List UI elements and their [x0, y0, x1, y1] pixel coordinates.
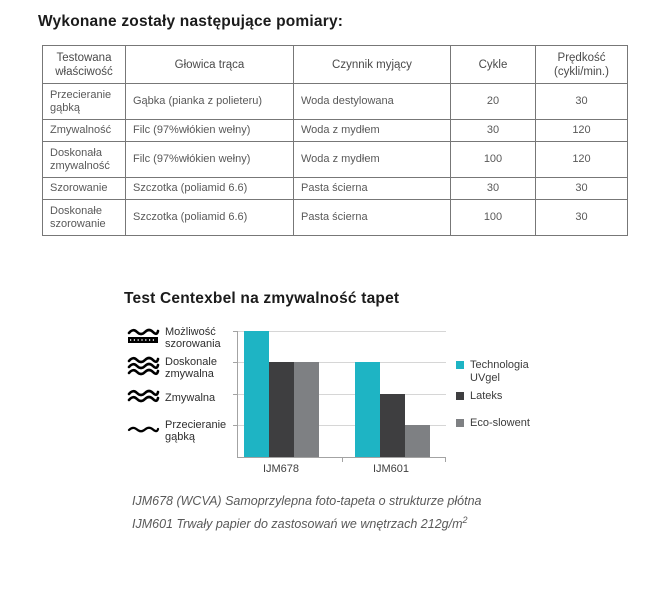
x-axis-label-ijm678: IJM678: [262, 463, 300, 475]
y-axis-tick: [233, 362, 238, 363]
bar-lateks-ijm678: [269, 362, 294, 457]
cell-speed: 120: [536, 142, 628, 178]
y-axis-label-text: Zmywalna: [165, 392, 216, 404]
cell-speed: 30: [536, 178, 628, 200]
x-axis-label-ijm601: IJM601: [372, 463, 410, 475]
legend-label: Eco-slowent: [470, 417, 530, 429]
cell-property: Przecieranie gąbką: [43, 84, 126, 120]
bar-uvgel-ijm601: [355, 362, 380, 457]
table-header-row: [43, 46, 628, 84]
y-axis-label-level1: [127, 419, 241, 443]
legend-swatch-ecosolvent-icon: [456, 419, 464, 427]
page-title: Wykonane zostały następujące pomiary:: [38, 13, 344, 30]
cell-head: Szczotka (poliamid 6.6): [126, 178, 294, 200]
cell-cycles: 30: [451, 120, 536, 142]
double-wave-icon: [127, 389, 160, 407]
cell-property: Szorowanie: [43, 178, 126, 200]
cell-agent: Pasta ścierna: [294, 200, 451, 236]
table-row: [43, 120, 628, 142]
y-axis-tick: [233, 394, 238, 395]
legend-label: Lateks: [470, 390, 503, 402]
cell-agent: Woda destylowana: [294, 84, 451, 120]
triple-wave-icon: [127, 356, 160, 380]
bar-lateks-ijm601: [380, 394, 405, 457]
cell-speed: 30: [536, 200, 628, 236]
legend-label: Technologia UVgel: [470, 359, 529, 384]
table-row: [43, 142, 628, 178]
y-axis-label-level3: [127, 356, 241, 380]
x-axis-tick: [342, 457, 343, 462]
cell-property: Doskonałe szorowanie: [43, 200, 126, 236]
legend-item-ecosolvent: [456, 417, 554, 430]
single-wave-icon: [127, 425, 160, 437]
legend-item-lateks: [456, 390, 554, 403]
y-axis-tick: [233, 331, 238, 332]
cell-cycles: 20: [451, 84, 536, 120]
cell-head: Filc (97%włókien wełny): [126, 142, 294, 178]
header-cell-property: Testowana właściwość: [43, 46, 126, 84]
x-axis-tick: [445, 457, 446, 462]
cell-agent: Woda z mydłem: [294, 120, 451, 142]
cell-cycles: 30: [451, 178, 536, 200]
cell-agent: Woda z mydłem: [294, 142, 451, 178]
y-axis-label-text: Możliwość szorowania: [165, 326, 221, 350]
cell-cycles: 100: [451, 200, 536, 236]
header-cell-agent: Czynnik myjący: [294, 46, 451, 84]
header-cell-cycles: Cykle: [451, 46, 536, 84]
chart-title: Test Centexbel na zmywalność tapet: [124, 290, 400, 307]
y-axis-tick: [233, 425, 238, 426]
chart-caption: [132, 492, 481, 534]
caption-line-2: IJM601 Trwały papier do zastosowań we wnętrzach $212g/m^2$: [132, 515, 468, 532]
bar-ecosolvent-ijm678: [294, 362, 319, 457]
header-cell-speed: Prędkość (cykli/min.): [536, 46, 628, 84]
y-axis-label-text: Przecieranie gąbką: [165, 419, 227, 443]
y-axis-label-level2: [127, 389, 241, 407]
cell-cycles: 100: [451, 142, 536, 178]
wave-scrub-brush-icon: [127, 328, 160, 348]
caption-superscript: 2: [462, 515, 468, 525]
y-axis-label-text: Doskonale zmywalna: [165, 356, 217, 380]
y-axis-label-level4: [127, 326, 241, 350]
bar-chart-plot-area: [237, 331, 446, 458]
legend-swatch-uvgel-icon: [456, 361, 464, 369]
measurements-table: [42, 45, 628, 236]
legend-item-uvgel: [456, 359, 554, 385]
legend-swatch-lateks-icon: [456, 392, 464, 400]
cell-head: Szczotka (poliamid 6.6): [126, 200, 294, 236]
caption-line-1: IJM678 (WCVA) Samoprzylepna foto-tapeta o strukturze płótna: [132, 494, 482, 508]
bar-uvgel-ijm678: [244, 331, 269, 457]
cell-agent: Pasta ścierna: [294, 178, 451, 200]
cell-property: Zmywalność: [43, 120, 126, 142]
table-row: [43, 200, 628, 236]
gridline: [238, 331, 446, 332]
cell-speed: 30: [536, 84, 628, 120]
cell-property: Doskonała zmywalność: [43, 142, 126, 178]
cell-head: Filc (97%włókien wełny): [126, 120, 294, 142]
cell-head: Gąbka (pianka z polieteru): [126, 84, 294, 120]
header-cell-head: Głowica trąca: [126, 46, 294, 84]
cell-speed: 120: [536, 120, 628, 142]
table-row: [43, 84, 628, 120]
table-row: [43, 178, 628, 200]
bar-ecosolvent-ijm601: [405, 425, 430, 457]
